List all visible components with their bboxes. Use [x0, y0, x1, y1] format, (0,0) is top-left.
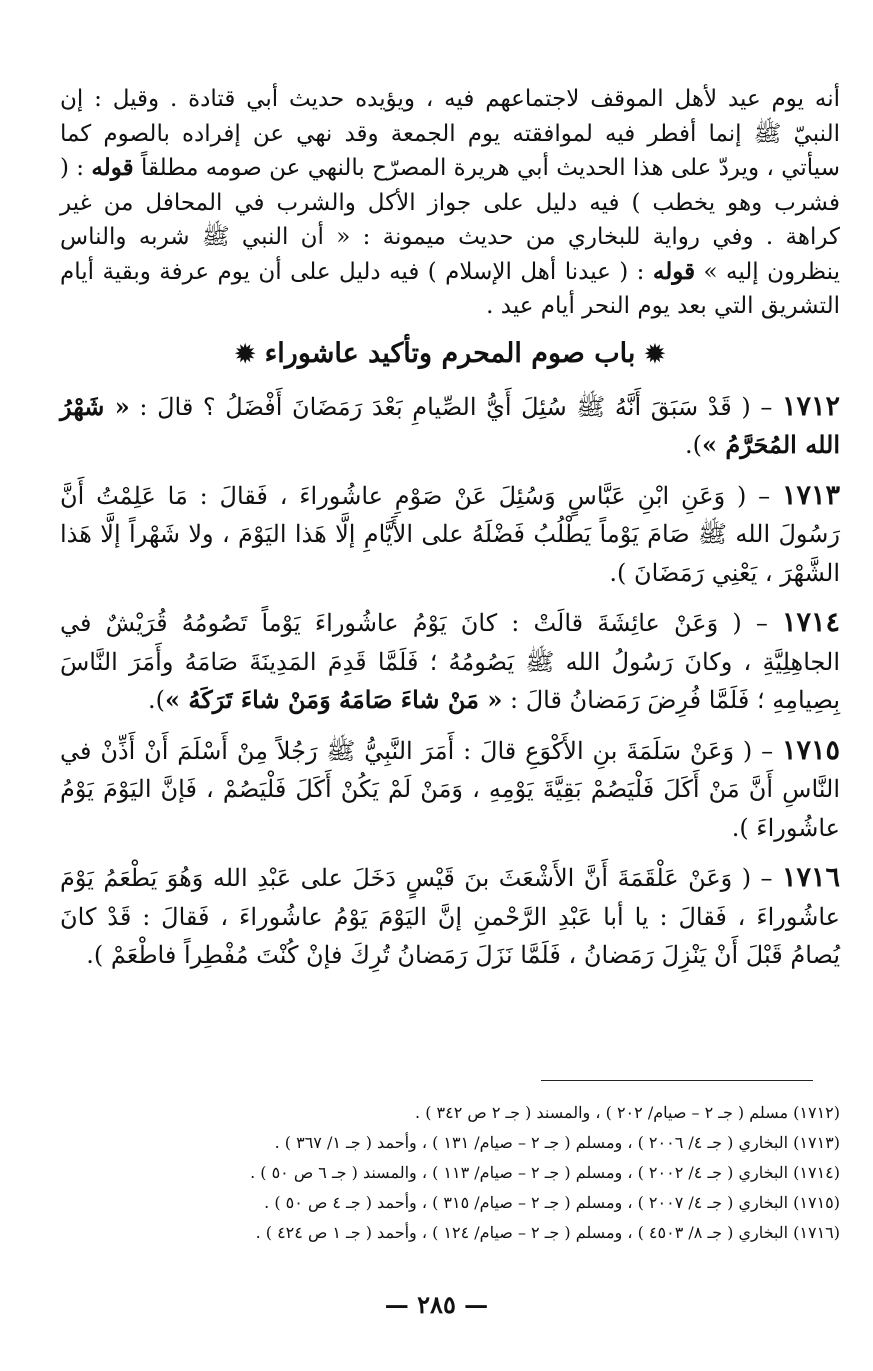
commentary-paragraph — [60, 82, 840, 324]
hadith-text: – ( وَعَنْ عائِشَةَ قالَتْ : كانَ يَوْمُ عاشُوراءَ يَوْماً تَصُومُهُ قُرَيْشٌ في الجاهِلِيَّةِ ، وكانَ رَسُولُ الله ﷺ يَصُومُهُ ؛ فَلَمَّا قَدِمَ المَدِينَةَ صَامَهُ وأَمَرَ النَّاسَ بِصِيامِهِ ؛ فَلَمَّا فُرِضَ رَمَضانُ قالَ : — [60, 609, 840, 714]
commentary-label-1: قوله — [91, 154, 134, 181]
chapter-heading — [60, 334, 840, 374]
hadith-quote: « مَنْ شاءَ صَامَهُ وَمَنْ شاءَ تَرَكَهُ » — [164, 685, 503, 714]
hadith-number: ١٧١٢ — [782, 390, 841, 422]
hadith-text: – ( وَعَنِ ابْنِ عَبَّاسٍ وَسُئِلَ عَنْ صَوْمِ عاشُوراءَ ، فَقالَ : مَا عَلِمْتُ أَنَّ رَسُولَ الله ﷺ صَامَ يَوْماً يَطْلُبُ فَضْلَهُ على الأَيَّامِ إلَّا هَذا اليَوْمَ ، ولا شَهْراً إلَّا هَذا الشَّهْرَ ، يَعْنِي رَمَضَانَ ). — [60, 481, 840, 587]
hadith-number: ١٧١٥ — [781, 734, 840, 766]
hadith-text: – ( قَدْ سَبَقَ أَنَّهُ ﷺ سُئِلَ أَيُّ الصِّيامِ بَعْدَ رَمَضَانَ أَفْضَلُ ؟ قالَ : — [139, 392, 773, 421]
commentary-text-3: : ( عيدنا أهل الإسلام ) فيه دليل على أن يوم عرفة وبقية أيام التشريق التي بعد يوم النحر أيام عيد . — [60, 258, 840, 319]
hadith-quote: « شَهْرُ الله المُحَرَّمُ » — [60, 391, 840, 459]
chapter-title: باب صوم المحرم وتأكيد عاشوراء — [264, 337, 636, 369]
page-body — [60, 82, 840, 987]
star-ornament-icon: ✹ — [235, 338, 256, 368]
hadith-1716 — [60, 859, 840, 975]
hadith-number: ١٧١٦ — [781, 862, 840, 893]
hadith-text: – ( وَعَنْ عَلْقَمَةَ أَنَّ الأَشْعَثَ بنَ قَيْسٍ دَخَلَ على عَبْدِ الله وَهُوَ يَطْعَمُ يَوْمَ عاشُوراءَ ، فَقالَ : يا أبا عَبْدِ الرَّحْمنِ إنَّ اليَوْمَ يَوْمُ عاشُوراءَ ، فَقالَ : قَدْ كانَ يُصامُ قَبْلَ أَنْ يَنْزِلَ رَمَضانُ ، فَلَمَّا نَزَلَ رَمَضانُ تُرِكَ فإنْ كُنْتَ مُفْطِراً فاطْعَمْ ). — [60, 864, 840, 969]
footnote-1714: (١٧١٤) البخاري ( جـ ٤/ ٢٠٠٢ ) ، ومسلم ( جـ ٢ – صيام/ ١١٣ ) ، والمسند ( جـ ٦ ص ٥٠ ) . — [250, 1163, 840, 1182]
hadith-1715 — [60, 732, 840, 848]
footnote-1715: (١٧١٥) البخاري ( جـ ٤/ ٢٠٠٧ ) ، ومسلم ( جـ ٢ – صيام/ ٣١٥ ) ، وأحمد ( جـ ٤ ص ٥٠ ) . — [264, 1193, 840, 1212]
commentary-text-1: أنه يوم عيد لأهل الموقف لاجتماعهم فيه ، ويؤيده حديث أبي قتادة . وقيل : إن النبيّ ﷺ إنما أفطر فيه لموافقته يوم الجمعة وقد نهي عن إفراده بالصوم كما سيأتي ، ويردّ على هذا الحديث أبي هريرة المصرّح بالنهي عن صومه مطلقاً — [60, 86, 841, 181]
footnote-1712: (١٧١٢) مسلم ( جـ ٢ – صيام/ ٢٠٢ ) ، والمسند ( جـ ٢ ص ٣٤٢ ) . — [415, 1103, 840, 1122]
star-ornament-icon: ✹ — [644, 338, 665, 368]
hadith-1712 — [60, 388, 840, 465]
hadith-number: ١٧١٣ — [781, 479, 840, 511]
hadith-text-end: ). — [685, 431, 703, 459]
footnote-divider — [541, 1080, 813, 1081]
commentary-text-2: : ( فشرب وهو يخطب ) فيه دليل على جواز الأكل والشرب في المحافل من غير كراهة . وفي رواية للبخاري من حديث ميمونة : « أن النبي ﷺ شربه والناس ينظرون إليه » — [60, 155, 841, 285]
commentary-label-2: قوله — [652, 257, 696, 285]
hadith-text-end: ). — [147, 686, 165, 714]
hadith-1714 — [60, 604, 840, 720]
hadith-text: – ( وَعَنْ سَلَمَةَ بنِ الأَكْوَعِ قالَ : أَمَرَ النَّبِيُّ ﷺ رَجُلاً مِنْ أَسْلَمَ أَنْ أَذِّنْ في النَّاسِ أَنَّ مَنْ أَكَلَ فَلْيَصُمْ بَقِيَّةَ يَوْمِهِ ، وَمَنْ لَمْ يَكُنْ أَكَلَ فَلْيَصُمْ ، فَإنَّ اليَوْمَ يَوْمُ عاشُوراءَ ). — [60, 736, 840, 842]
footnote-1716: (١٧١٦) البخاري ( جـ ٨/ ٤٥٠٣ ) ، ومسلم ( جـ ٢ – صيام/ ١٢٤ ) ، وأحمد ( جـ ١ ص ٤٢٤ ) . — [255, 1223, 840, 1242]
hadith-1713 — [60, 477, 840, 593]
footnotes — [60, 1098, 840, 1248]
page-number: — ٢٨٥ — — [384, 1290, 489, 1319]
footnote-1713: (١٧١٣) البخاري ( جـ ٤/ ٢٠٠٦ ) ، ومسلم ( جـ ٢ – صيام/ ١٣١ ) ، وأحمد ( جـ ١/ ٣٦٧ ) . — [274, 1133, 840, 1152]
hadith-number: ١٧١٤ — [781, 607, 840, 638]
